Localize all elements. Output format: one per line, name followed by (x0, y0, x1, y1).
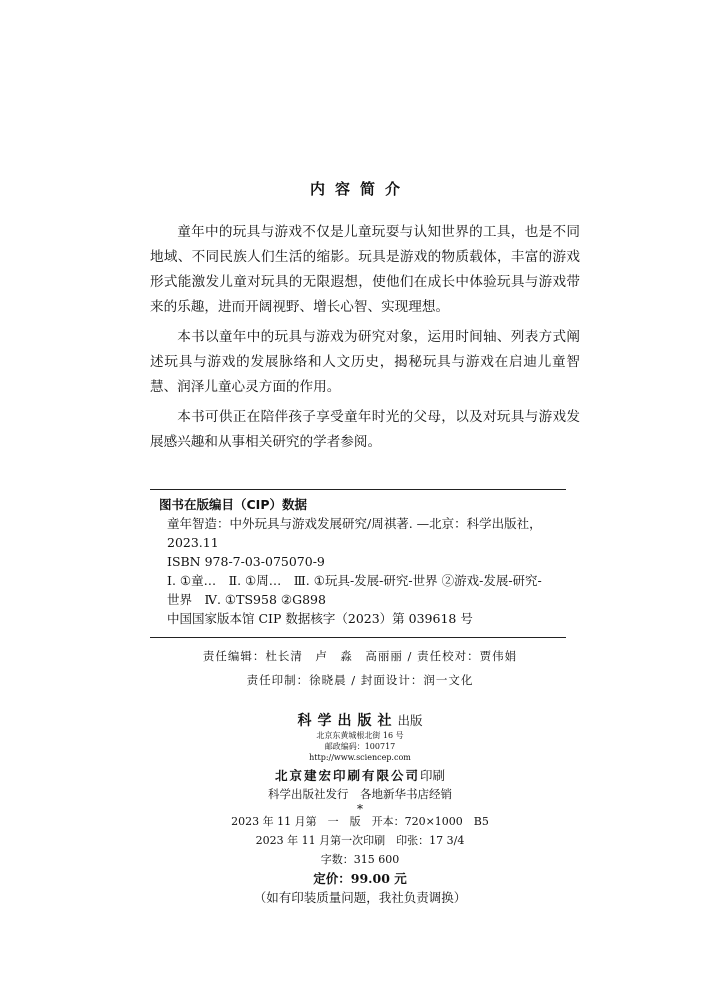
staff-credits (0, 644, 720, 692)
publisher-postcode: 邮政编码：100717 (324, 742, 396, 751)
cip-bibliographic-line: 2023.11 (167, 535, 219, 550)
printer-name: 北京建宏印刷有限公司 (274, 768, 420, 783)
edition-line: 2023 年 11 月第 一 版 开本：720×1000 B5 (231, 815, 489, 828)
summary-paragraph: 童年中的玩具与游戏不仅是儿童玩耍与认知世界的工具，也是不同地域、不同民族人们生活的缩影。玩具是游戏的物质载体，丰富的游戏形式能激发儿童对玩具的无限遐想，使他们在成长中体验玩具与游戏带来的乐趣，进而开阔视野、增长心智、实现理想。 (150, 224, 580, 315)
cip-isbn: ISBN 978-7-03-075070-9 (167, 554, 325, 569)
printing-line: 2023 年 11 月第一次印刷 印张：17 3/4 (255, 834, 465, 847)
production-line: 责任印制：徐晓晨 / 封面设计：润一文化 (246, 673, 474, 687)
summary-paragraph: 本书以童年中的玩具与游戏为研究对象，运用时间轴、列表方式阐述玩具与游戏的发展脉络和人文历史，揭秘玩具与游戏在启迪儿童智慧、润泽儿童心灵方面的作用。 (150, 329, 580, 395)
cip-record-number: 中国国家版本馆 CIP 数据核字（2023）第 039618 号 (167, 611, 473, 626)
cip-top-rule (150, 489, 566, 490)
publisher-block (0, 710, 720, 816)
price: 定价：99.00 元 (313, 871, 407, 886)
summary-body (150, 220, 580, 460)
cip-bibliographic-line: 童年智造：中外玩具与游戏发展研究/周祺著. —北京：科学出版社， (167, 516, 542, 531)
word-count: 字数：315 600 (320, 853, 400, 866)
printer-line (0, 766, 720, 784)
quality-note: （如有印装质量问题，我社负责调换） (253, 890, 467, 905)
cip-bottom-rule (150, 637, 566, 638)
page-title: 内容简介 (309, 180, 410, 198)
cip-classification-line: Ⅰ. ①童… Ⅱ. ①周… Ⅲ. ①玩具-发展-研究-世界 ②游戏-发展-研究- (167, 573, 542, 588)
printer-suffix: 印刷 (420, 768, 446, 783)
publisher-website: http://www.sciencep.com (309, 753, 411, 762)
cip-classification-line: 世界 Ⅳ. ①TS958 ②G898 (167, 592, 326, 607)
distribution-line: 科学出版社发行 各地新华书店经销 (268, 787, 452, 801)
summary-paragraph: 本书可供正在陪伴孩子享受童年时光的父母，以及对玩具与游戏发展感兴趣和从事相关研究的学者参阅。 (150, 409, 580, 450)
separator-star: * (357, 802, 363, 816)
specs-block (0, 812, 720, 907)
publisher-name-line (0, 710, 720, 730)
publisher-address: 北京东黄城根北街 16 号 (316, 731, 404, 740)
editors-line: 责任编辑：杜长清 卢 淼 高丽丽 / 责任校对：贾伟娟 (202, 649, 518, 663)
publisher-name: 科学出版社 (297, 713, 398, 729)
cip-heading: 图书在版编目（CIP）数据 (159, 497, 307, 512)
publisher-suffix: 出版 (397, 713, 423, 728)
cip-block (159, 495, 564, 628)
